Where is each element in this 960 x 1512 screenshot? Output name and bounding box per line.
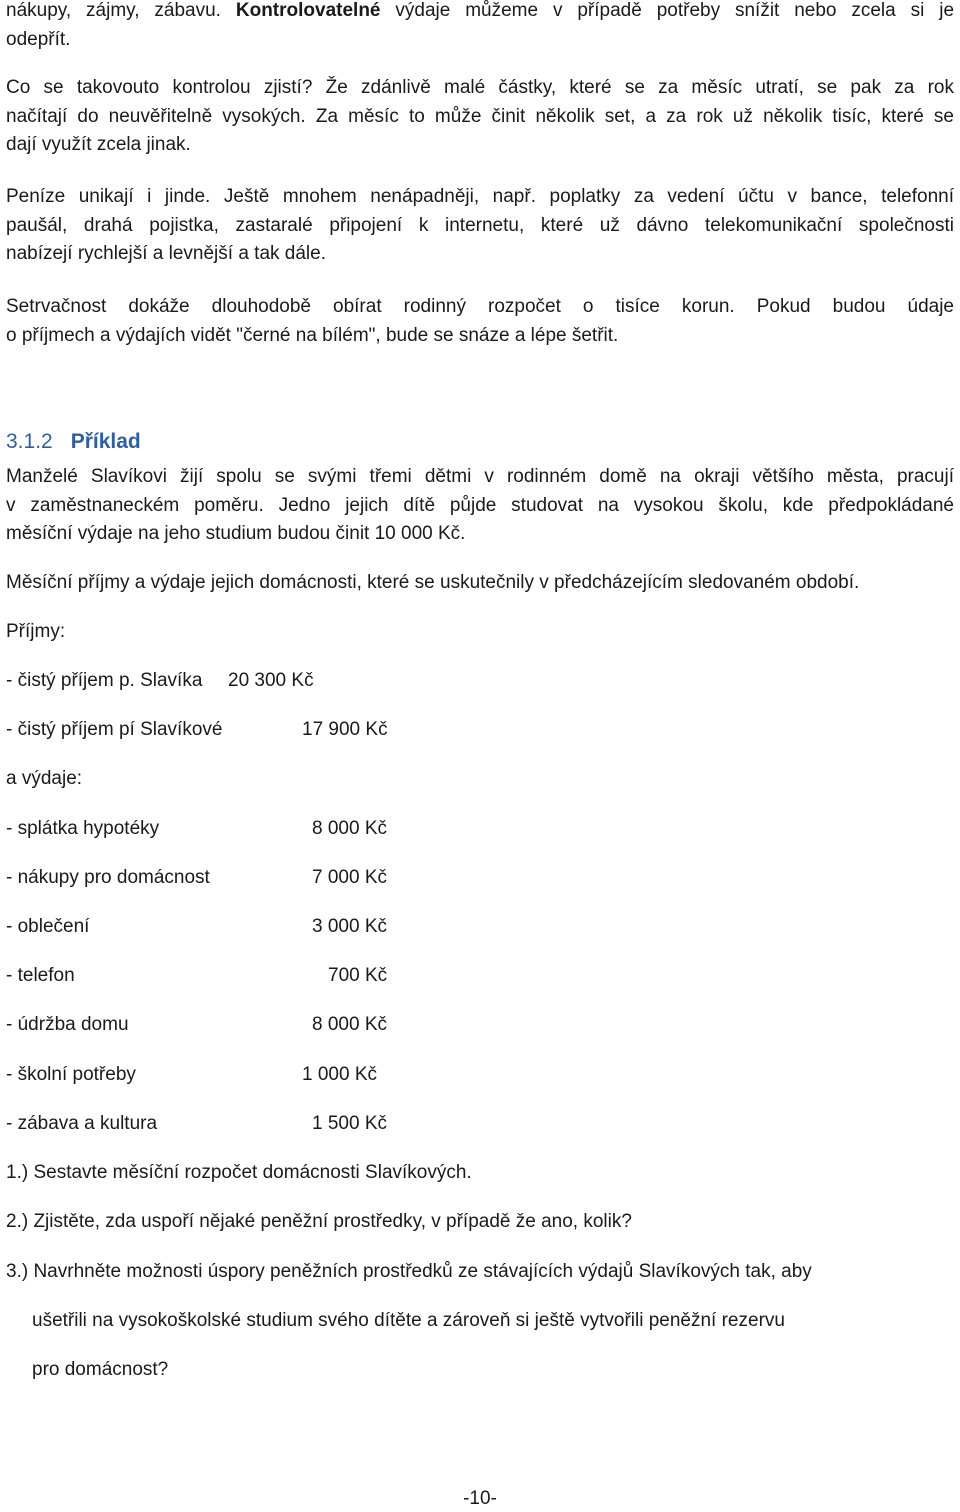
- expense-amount: 8 000 Kč: [312, 1014, 387, 1035]
- expense-label-text: - nákupy pro domácnost: [6, 867, 210, 888]
- page-number: -10-: [463, 1488, 497, 1509]
- income-label: [6, 618, 954, 647]
- section-heading: [6, 430, 141, 454]
- text-line: měsíční výdaje na jeho studium budou činit 10 000 Kč.: [6, 523, 466, 544]
- paragraph-control: [6, 74, 954, 160]
- text-line: v zaměstnaneckém poměru. Jedno jejich dítě půjde studovat na vysokou školu, kde předpokládané: [6, 494, 954, 516]
- paragraph-example-intro: [6, 463, 954, 549]
- income-amount: 20 300 Kč: [228, 670, 314, 691]
- expense-row: [6, 815, 406, 843]
- task-1: 1.) Sestavte měsíční rozpočet domácnosti Slavíkových.: [6, 1162, 472, 1183]
- expense-row: [6, 864, 406, 892]
- expense-amount: 1 000 Kč: [302, 1064, 377, 1085]
- text-span: nákupy, zájmy, zábavu.: [6, 0, 221, 21]
- expense-label-text: - splátka hypotéky: [6, 818, 160, 839]
- expense-label-text: - zábava a kultura: [6, 1113, 158, 1134]
- task-3-line: ušetřili na vysokoškolské studium svého dítěte a zároveň si ještě vytvořili peněžní rezervu: [32, 1310, 785, 1331]
- expense-amount: 700 Kč: [328, 965, 388, 986]
- paragraph-inertia: [6, 293, 954, 350]
- paragraph-intro-fragment: [6, 0, 954, 54]
- task-2: 2.) Zjistěte, zda uspoří nějaké peněžní prostředky, v případě že ano, kolik?: [6, 1211, 632, 1232]
- expense-label-text: - údržba domu: [6, 1014, 129, 1035]
- text-line: Příjmy:: [6, 621, 66, 642]
- bold-term: Kontrolovatelné: [235, 0, 381, 21]
- expense-amount: 8 000 Kč: [312, 818, 387, 839]
- task-3-line: 3.) Navrhněte možnosti úspory peněžních prostředků ze stávajících výdajů Slavíkových tak, aby: [6, 1261, 812, 1282]
- task-3-line: pro domácnost?: [32, 1359, 169, 1380]
- text-line: nabízejí rychlejší a levnější a tak dále.: [6, 243, 327, 264]
- text-line: Co se takovouto kontrolou zjistí? Že zdánlivě malé částky, které se za měsíc utratí, se pak za rok: [6, 77, 954, 98]
- text-line: a výdaje:: [6, 768, 83, 789]
- expense-row: [6, 1011, 406, 1039]
- expense-row: [6, 913, 406, 941]
- income-row: [6, 716, 406, 744]
- section-title: Příklad: [70, 430, 141, 453]
- text-line: načítají do neuvěřitelně vysokých. Za měsíc to může činit několik set, a za rok už několik tisíc, které se: [6, 105, 954, 127]
- text-line: o příjmech a výdajích vidět "černé na bílém", bude se snáze a lépe šetřit.: [6, 324, 619, 346]
- income-row: [6, 667, 406, 695]
- section-number: 3.1.2: [6, 430, 53, 453]
- expense-label-text: - telefon: [6, 965, 75, 986]
- expense-label-text: - oblečení: [6, 916, 90, 937]
- text-line: paušál, drahá pojistka, zastaralé připojení k internetu, které už dávno telekomunikační společnosti: [6, 214, 954, 236]
- expense-amount: 3 000 Kč: [312, 916, 387, 937]
- text-line: Manželé Slavíkovi žijí spolu se svými třemi dětmi v rodinném domě na okraji většího města, pracují: [6, 466, 954, 487]
- expense-amount: 7 000 Kč: [312, 867, 387, 888]
- expense-amount: 1 500 Kč: [312, 1113, 387, 1134]
- income-label-text: - čistý příjem p. Slavíka: [6, 670, 203, 691]
- text-span: výdaje můžeme v případě potřeby snížit nebo zcela si je: [395, 0, 955, 21]
- paragraph-money-leaks: [6, 183, 954, 269]
- expense-label-text: - školní potřeby: [6, 1064, 136, 1085]
- paragraph-summary: [6, 569, 954, 598]
- expense-row: [6, 1061, 406, 1089]
- text-line: Setrvačnost dokáže dlouhodobě obírat rodinný rozpočet o tisíce korun. Pokud budou údaje: [6, 296, 954, 317]
- income-label-text: - čistý příjem pí Slavíkové: [6, 719, 223, 740]
- text-line: Peníze unikají i jinde. Ještě mnohem nenápadněji, např. poplatky za vedení účtu v bance, telefonní: [6, 186, 954, 207]
- expenses-label: [6, 765, 954, 794]
- text-line: Měsíční příjmy a výdaje jejich domácnosti, které se uskutečnily v předcházejícím sledovaném období.: [6, 572, 860, 593]
- expense-row: [6, 1110, 406, 1138]
- text-line: dají využít zcela jinak.: [6, 134, 191, 155]
- expense-row: [6, 962, 406, 990]
- text-line: odepřít.: [6, 28, 71, 50]
- income-amount: 17 900 Kč: [302, 719, 388, 740]
